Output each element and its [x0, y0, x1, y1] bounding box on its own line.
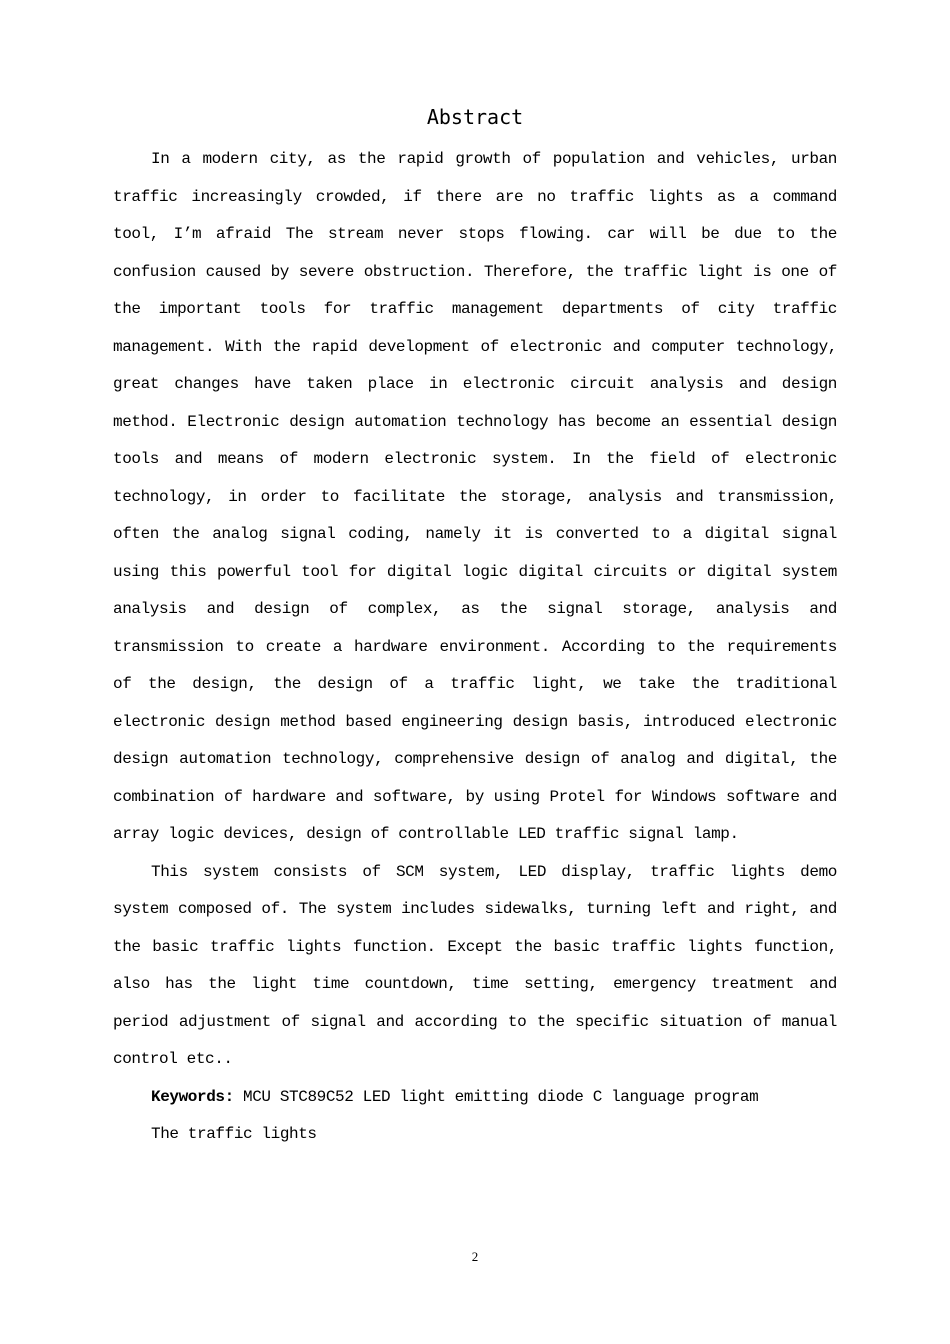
abstract-paragraph-2: This system consists of SCM system, LED display, traffic lights demo system composed of. The system includes sidewalks, turning left and right, and the basic traffic lights function. Except the basic traffic lights function, also has the light time countdown, time setting, emergency treatment and period adjustment of signal and according to the specific situation of manual control etc.. [113, 862, 837, 1068]
keywords-list: MCU STC89C52 LED light emitting diode C language program [233, 1087, 759, 1106]
abstract-body [113, 141, 837, 1154]
abstract-title: Abstract [426, 105, 524, 129]
keywords-continuation: The traffic lights [151, 1125, 317, 1143]
page-number: 2 [471, 1249, 479, 1264]
abstract-paragraph-1: In a modern city, as the rapid growth of population and vehicles, urban traffic increasingly crowded, if there are no traffic lights as a command tool, I’m afraid The stream never stops flowing. car will be due to the confusion caused by severe obstruction. Therefore, the traffic light is one of the important tools for traffic management departments of city traffic management. With the rapid development of electronic and computer technology, great changes have taken place in electronic circuit analysis and design method. Electronic design automation technology has become an essential design tools and means of modern electronic system. In the field of electronic technology, in order to facilitate the storage, analysis and transmission, often the analog signal coding, namely it is converted to a digital signal using this powerful tool for digital logic digital circuits or digital system analysis and design of complex, as the signal storage, analysis and transmission to create a hardware environment. According to the requirements of the design, the design of a traffic light, we take the traditional electronic design method based engineering design basis, introduced electronic design automation technology, comprehensive design of analog and digital, the combination of hardware and software, by using Protel for Windows software and array logic devices, design of controllable LED traffic signal lamp. [113, 150, 837, 843]
keywords-label: Keywords: [151, 1087, 234, 1106]
keywords-line [113, 1079, 837, 1117]
